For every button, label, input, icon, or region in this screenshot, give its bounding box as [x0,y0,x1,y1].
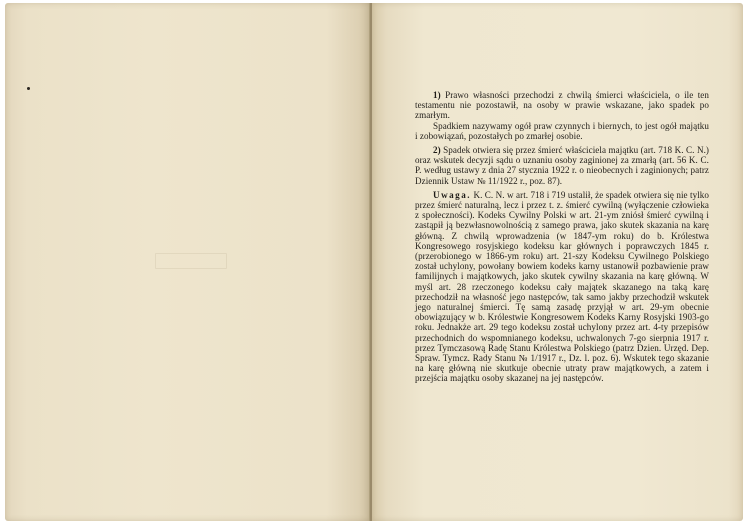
ink-dot [27,87,30,90]
paragraph-text: K. C. N. w art. 718 i 719 ustalił, że spadek otwiera się nie tylko przez śmierć naturalną, lecz i przez t. z. śmierć cywilną (wyłączenie człowieka z społeczności). Kodeks Cywilny Polski w art. 21-ym zniósł śmierć cywilną i zastąpił ją bezwłasnowolnością z samego prawa, jako skutek skazania na karę główną. Z chwilą wprowadzenia (w 1847-ym roku) do b. Królestwa Kongresowego rosyjskiego kodeksu kar głównych i poprawczych 1845 r. (przerobionego w 1866-ym roku) art. 21-szy Kodeksu Cywilnego Polskiego został uchylony, powołany bowiem kodeks karny ustanowił pozbawienie praw familijnych i majątkowych, jako skutek cywilny skazania na karę główną. W myśl art. 28 rzeczonego kodeksu cały majątek skazanego na taką karę przechodził na własność jego następców, tak samo jakby przechodził wskutek jego naturalnej śmierci. Tę samą zasadę przyjął w art. 29-ym obecnie obowiązujący w b. Królestwie Kongresowem Kodeks Karny Rosyjski 1903-go roku. Jednakże art. 29 tego kodeksu został uchylony przez art. 4-ty przepisów przechodnich do wspomnianego kodeksu, uchwalonych 7-go sierpnia 1917 r. przez Tymczasową Radę Stanu Królestwa Polskiego (patrz Dzien. Urzęd. Dep. Spraw. Tymcz. Rady Stanu № 1/1917 r., Dz. l. poz. 6). Wskutek tego skazanie na karę główną nie skutkuje obecnie utraty praw majątkowych, a zatem i przejścia majątku osoby skazanej na jej następców. [415,189,709,384]
paragraph-number: 2) [433,145,441,156]
right-page [372,3,743,521]
paragraph-text: Spadkiem nazywamy ogół praw czynnych i biernych, to jest ogół majątku i zobowiązań, pozostałych po zmarłej osobie. [415,120,709,141]
paragraph-3 [415,145,709,186]
paragraph-number: 1) [433,90,441,100]
paragraph-text: Spadek otwiera się przez śmierć właściciela majątku (art. 718 K. C. N.) oraz wskutek decyzji sądu o uznaniu osoby zaginionej za zmarłą (art. 56 K. C. P. według ustawy z dnia 27 stycznia 1922 r. o nieobecnych i zaginionych; patrz Dziennik Ustaw № 11/1922 r., poz. 87). [415,145,709,186]
show-through-stamp [155,253,227,269]
note-paragraph [415,190,709,384]
paragraph-1 [415,90,709,121]
paragraph-text: Prawo własności przechodzi z chwilą śmierci właściciela, o ile ten testamentu nie pozostawił, na osoby w prawie wskazane, jako spadek po zmarłym. [415,90,709,121]
paragraph-2 [415,121,709,141]
note-label: Uwaga. [433,189,472,200]
open-booklet [5,3,743,521]
left-page [5,3,370,521]
page-text [415,90,709,384]
